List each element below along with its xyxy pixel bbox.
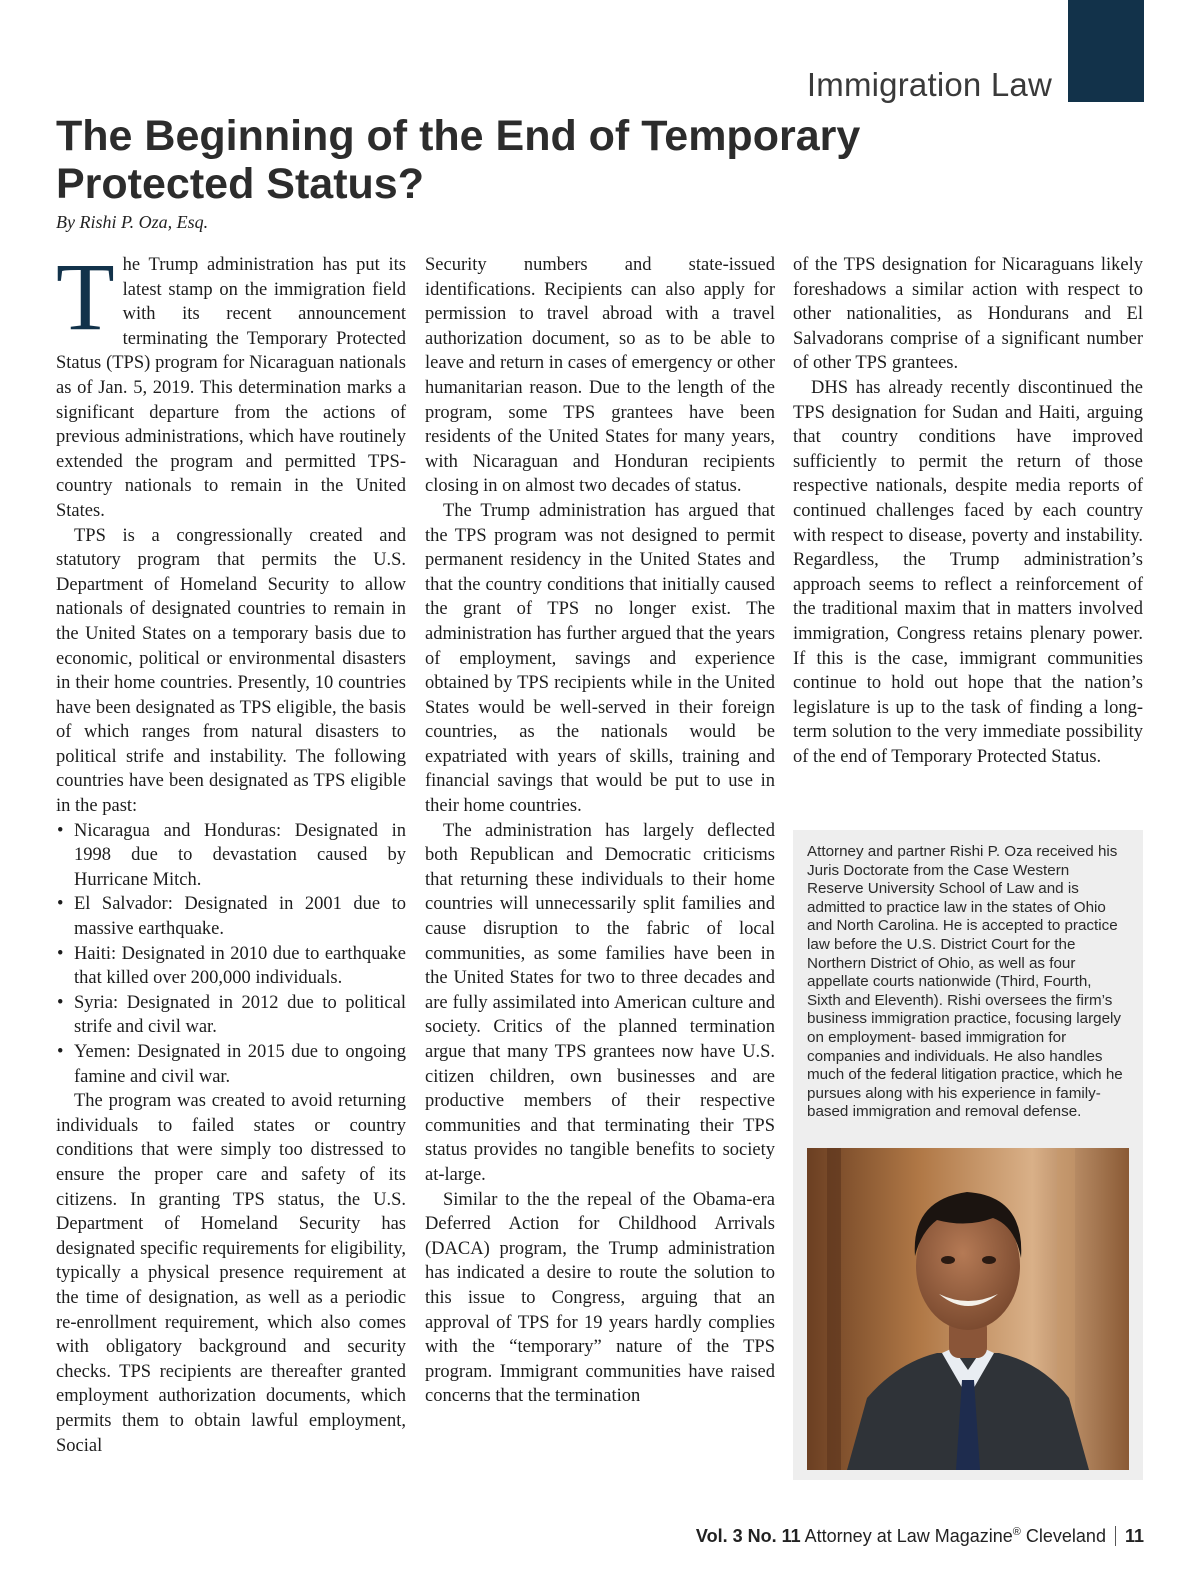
article-column-3 bbox=[793, 253, 1143, 769]
paragraph: The program was created to avoid returning individuals to failed states or country conditions that were simply too distressed to ensure the proper care and safety of its citizens. In granting TPS status, the U.S. Department of Homeland Security has designated specific requirements for eligibility, typically a physical presence requirement at the time of designation, as well as a periodic re-enrollment requirement, which also comes with obligatory background and security checks. TPS recipients are thereafter granted employment authorization documents, which permits them to obtain lawful employment, Social bbox=[56, 1091, 406, 1456]
article-column-2 bbox=[425, 253, 775, 1409]
list-item: • Yemen: Designated in 2015 due to ongoing famine and civil war. bbox=[74, 1040, 406, 1089]
article-column-1 bbox=[56, 243, 406, 1458]
list-item: • Syria: Designated in 2012 due to political strife and civil war. bbox=[74, 991, 406, 1040]
byline: By Rishi P. Oza, Esq. bbox=[56, 212, 209, 232]
list-item: • El Salvador: Designated in 2001 due to massive earthquake. bbox=[74, 892, 406, 941]
paragraph: TPS is a congressionally created and statutory program that permits the U.S. Department of Homeland Security to allow nationals of designated countries to remain in the United States on a temporary basis due to economic, political or environmental disasters in their home countries. Presently, 10 countries have been designated as TPS eligible, the basis of which ranges from natural disasters to political strife and instability. The following countries have been designated as TPS eligible in the past: bbox=[56, 525, 406, 817]
paragraph: Similar to the the repeal of the Obama-era Deferred Action for Childhood Arrivals (DACA) program, the Trump administration has indicated a desire to route the solution to this issue to Congress, arguing that an approval of TPS for 19 years hardly complies with the “temporary” nature of the TPS program. Immigrant communities have raised concerns that the termination bbox=[425, 1189, 775, 1407]
paragraph-text: he Trump administration has put its latest stamp on the immigration field with its recent announcement terminating the Temporary Protected Status (TPS) program for Nicaraguan nationals as of Jan. 5, 2019. This determination marks a significant departure from the actions of previous administrations, which have routinely extended the program and permitted TPS-country nationals to remain in the United States. bbox=[56, 255, 406, 521]
designated-countries-list bbox=[56, 819, 406, 1090]
corner-accent-block bbox=[1068, 0, 1144, 102]
drop-cap: T bbox=[56, 243, 115, 350]
paragraph: DHS has already recently discontinued the TPS designation for Sudan and Haiti, arguing that country conditions have improved sufficiently to permit the return of those respective nationals, despite media reports of continued challenges faced by each country with respect to disease, poverty and instability. Regardless, the Trump administration’s approach seems to reflect a reinforcement of the traditional maxim that in matters involved immigration, Congress retains plenary power. If this is the case, immigrant communities continue to hold out hope that the nation’s legislature is up to the task of finding a long-term solution to the very immediate possibility of the end of Temporary Protected Status. bbox=[793, 377, 1143, 767]
footer-city: Cleveland bbox=[1025, 1526, 1106, 1546]
paragraph: The administration has largely deflected both Republican and Democratic criticisms that returning these individuals to their home countries will unnecessarily split families and cause disruption to the fabric of local communities, as some families have been in the United States for two to three decades and are fully assimilated into American culture and society. Critics of the planned termination argue that many TPS grantees now have U.S. citizen children, own businesses and are productive members of their respective communities and that terminating their TPS status provides no tangible benefits to society at-large. bbox=[425, 820, 775, 1185]
article-title: The Beginning of the End of Temporary Protected Status? bbox=[56, 112, 861, 208]
list-item: • Nicaragua and Honduras: Designated in 1998 due to devastation caused by Hurricane Mitch. bbox=[74, 819, 406, 893]
section-label: Immigration Law bbox=[806, 66, 1052, 103]
paragraph: The Trump administration has argued that the TPS program was not designed to permit permanent residency in the United States and that the country conditions that initially caused the grant of TPS no longer exist. The administration has further argued that the years of employment, savings and experience obtained by TPS recipients while in the United States would be well-served in their foreign countries, as the nationals would be expatriated with years of skills, training and financial savings that would be put to use in their home countries. bbox=[425, 500, 775, 817]
footer-divider bbox=[1115, 1526, 1116, 1546]
page-footer bbox=[696, 1526, 1144, 1547]
author-bio-text: Attorney and partner Rishi P. Oza received his Juris Doctorate from the Case Western Reserve University School of Law and is admitted to practice law in the states of Ohio and North Carolina. He is accepted to practice law before the U.S. District Court for the Northern District of Ohio, as well as four appellate courts nationwide (Third, Fourth, Sixth and Eleventh). Rishi oversees the firm’s business immigration practice, focusing largely on employment- based immigration for companies and individuals. He also handles much of the federal litigation practice, which he pursues along with his experience in family-based immigration and removal defense. bbox=[807, 843, 1123, 1121]
footer-magazine: Attorney at Law Magazine bbox=[804, 1526, 1013, 1546]
paragraph: of the TPS designation for Nicaraguans likely foreshadows a similar action with respect to other nationalities, as Hondurans and El Salvadorans comprise of a significant number of other TPS grantees. bbox=[793, 255, 1143, 374]
author-photo bbox=[807, 1148, 1129, 1470]
author-bio-box bbox=[793, 830, 1143, 1480]
list-item: • Haiti: Designated in 2010 due to earthquake that killed over 200,000 individuals. bbox=[74, 942, 406, 991]
footer-volume: Vol. 3 No. 11 bbox=[695, 1526, 801, 1546]
paragraph bbox=[56, 243, 406, 524]
paragraph: Security numbers and state-issued identifications. Recipients can also apply for permission to travel abroad with a travel authorization document, so as to be able to leave and return in cases of emergency or other humanitarian reason. Due to the length of the program, some TPS grantees have been residents of the United States for many years, with Nicaraguan and Honduran recipients closing in on almost two decades of status. bbox=[425, 255, 775, 497]
footer-registered-mark: ® bbox=[1012, 1526, 1021, 1538]
page-number: 11 bbox=[1124, 1526, 1144, 1546]
